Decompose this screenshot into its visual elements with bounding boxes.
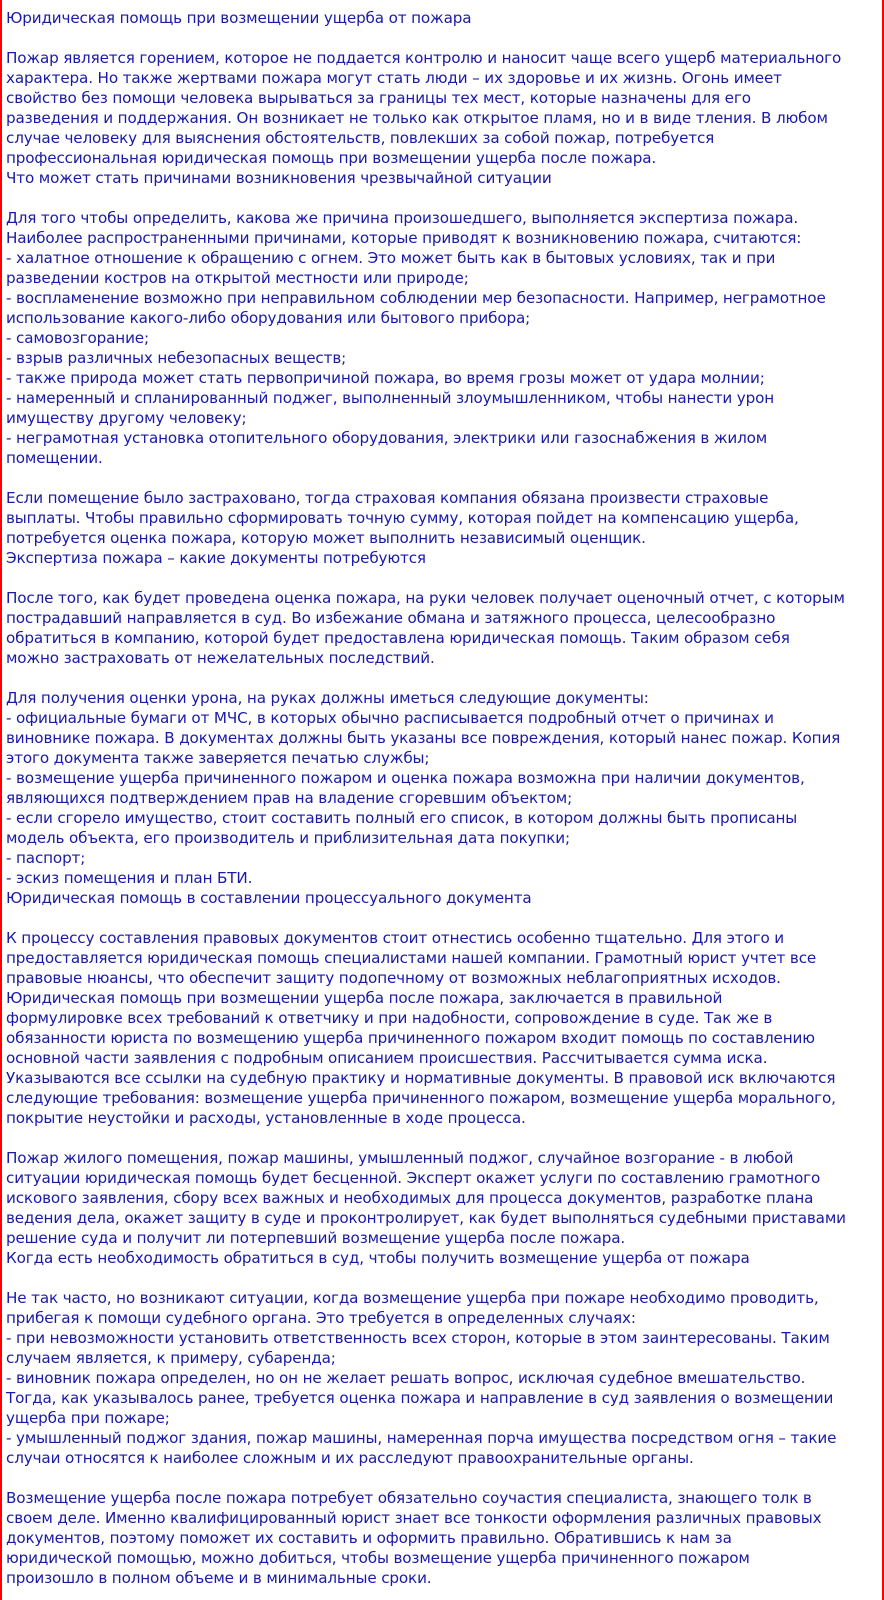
text-line: обязанности юриста по возмещению ущерба причиненного пожаром входит помощь по составлению — [6, 1029, 815, 1047]
text-paragraph — [6, 928, 878, 1128]
text-line: После того, как будет проведена оценка пожара, на руки человек получает оценочный отчет, с которым — [6, 589, 845, 607]
text-line: - официальные бумаги от МЧС, в которых обычно расписывается подробный отчет о причинах и — [6, 709, 774, 727]
text-line: этого документа также заверяется печатью службы; — [6, 749, 430, 767]
text-line: - возмещение ущерба причиненного пожаром и оценка пожара возможна при наличии документов, — [6, 769, 805, 787]
document-body — [2, 0, 882, 1588]
text-paragraph — [6, 48, 878, 188]
text-line: профессиональная юридическая помощь при возмещении ущерба после пожара. — [6, 149, 657, 167]
text-line: - эскиз помещения и план БТИ. — [6, 869, 253, 887]
text-line: обратиться в компанию, которой будет предоставлена юридическая помощь. Таким образом себя — [6, 629, 790, 647]
text-line: своем деле. Именно квалифицированный юрист знает все тонкости оформления различных правовых — [6, 1509, 822, 1527]
text-line: виновнике пожара. В документах должны быть указаны все повреждения, который нанес пожар. Копия — [6, 729, 841, 747]
text-paragraph — [6, 1288, 878, 1468]
text-line: - халатное отношение к обращению с огнем. Это может быть как в бытовых условиях, так и при — [6, 249, 776, 267]
document-title: Юридическая помощь при возмещении ущерба от пожара — [6, 9, 472, 27]
text-line: имуществу другому человеку; — [6, 409, 247, 427]
paragraph-gap — [6, 468, 878, 488]
text-line: покрытие неустойки и расходы, установленные в ходе процесса. — [6, 1109, 526, 1127]
paragraph-gap — [6, 1468, 878, 1488]
text-line: Юридическая помощь при возмещении ущерба после пожара, заключается в правильной — [6, 989, 723, 1007]
paragraph-gap — [6, 28, 878, 48]
text-paragraph — [6, 1148, 878, 1268]
text-paragraph — [6, 588, 878, 668]
text-line: - умышленный поджог здания, пожар машины, намеренная порча имущества посредством огня – такие — [6, 1429, 837, 1447]
text-line: потребуется оценка пожара, которую может выполнить независимый оценщик. — [6, 529, 646, 547]
text-line: Указываются все ссылки на судебную практику и нормативные документы. В правовой иск включаются — [6, 1069, 836, 1087]
text-line: - намеренный и спланированный поджег, выполненный злоумышленником, чтобы нанести урон — [6, 389, 775, 407]
text-line: прибегая к помощи судебного органа. Это требуется в определенных случаях: — [6, 1309, 636, 1327]
text-line: свойство без помощи человека вырываться за границы тех мест, которые назначены для его — [6, 89, 751, 107]
text-line: Пожар является горением, которое не поддается контролю и наносит чаще всего ущерб материального — [6, 49, 842, 67]
text-line: Что может стать причинами возникновения чрезвычайной ситуации — [6, 169, 552, 187]
text-line: решение суда и получит ли потерпевший возмещение ущерба после пожара. — [6, 1229, 626, 1247]
text-line: пострадавший направляется в суд. Во избежание обмана и затяжного процесса, целесообразно — [6, 609, 776, 627]
text-line: искового заявления, сбору всех важных и необходимых для процесса документов, разработке плана — [6, 1189, 814, 1207]
text-line: - неграмотная установка отопительного оборудования, электрики или газоснабжения в жилом — [6, 429, 768, 447]
paragraph-gap — [6, 908, 878, 928]
text-line: случае человеку для выяснения обстоятельств, повлекших за собой пожар, потребуется — [6, 129, 715, 147]
text-paragraph — [6, 208, 878, 468]
paragraph-gap — [6, 668, 878, 688]
text-line: - взрыв различных небезопасных веществ; — [6, 349, 347, 367]
text-line: Для того чтобы определить, какова же причина произошедшего, выполняется экспертиза пожара. — [6, 209, 799, 227]
text-line: разведении костров на открытой местности или природе; — [6, 269, 469, 287]
text-line: использование какого-либо оборудования или бытового прибора; — [6, 309, 531, 327]
text-line: - при невозможности установить ответственность всех сторон, которые в этом заинтересованы. Таким — [6, 1329, 830, 1347]
text-line: модель объекта, его производитель и приблизительная дата покупки; — [6, 829, 570, 847]
text-line: Когда есть необходимость обратиться в суд, чтобы получить возмещение ущерба от пожара — [6, 1249, 750, 1267]
paragraph-gap — [6, 1268, 878, 1288]
text-line: можно застраховать от нежелательных последствий. — [6, 649, 435, 667]
text-line: выплаты. Чтобы правильно сформировать точную сумму, которая пойдет на компенсацию ущерба, — [6, 509, 799, 527]
text-line: разведения и поддержания. Он возникает не только как открытое пламя, но и в виде тления. В любом — [6, 109, 828, 127]
text-line: характера. Но также жертвами пожара могут стать люди – их здоровье и их жизнь. Огонь имеет — [6, 69, 782, 87]
text-line: помещении. — [6, 449, 103, 467]
paragraph-gap — [6, 188, 878, 208]
text-line: произошло в полном объеме и в минимальные сроки. — [6, 1569, 432, 1587]
text-line: документов, поэтому поможет их составить и оформить правильно. Обратившись к нам за — [6, 1529, 732, 1547]
text-line: ведения дела, окажет защиту в суде и проконтролирует, как будет выполняться судебными приставами — [6, 1209, 846, 1227]
text-line: основной части заявления с подробным описанием происшествия. Рассчитывается сумма иска. — [6, 1049, 768, 1067]
text-line: - воспламенение возможно при неправильном соблюдении мер безопасности. Например, неграмотное — [6, 289, 826, 307]
text-line: ущерба при пожаре; — [6, 1409, 170, 1427]
text-line: Возмещение ущерба после пожара потребует обязательно соучастия специалиста, знающего толк в — [6, 1489, 812, 1507]
text-line: - если сгорело имущество, стоит составить полный его список, в котором должны быть прописаны — [6, 809, 798, 827]
text-line: Пожар жилого помещения, пожар машины, умышленный поджог, случайное возгорание - в любой — [6, 1149, 794, 1167]
text-line: случаи относятся к наиболее сложным и их расследуют правоохранительные органы. — [6, 1449, 694, 1467]
text-line: формулировке всех требований к ответчику и при надобности, сопровождение в суде. Так же в — [6, 1009, 773, 1027]
text-line: Наиболее распространенными причинами, которые приводят к возникновению пожара, считаются: — [6, 229, 802, 247]
text-line: Тогда, как указывалось ранее, требуется оценка пожара и направление в суд заявления о возмещении — [6, 1389, 834, 1407]
text-line: предоставляется юридическая помощь специалистами нашей компании. Грамотный юрист учтет все — [6, 949, 817, 967]
text-line: Юридическая помощь в составлении процессуального документа — [6, 889, 532, 907]
paragraph-gap — [6, 1128, 878, 1148]
text-line: - виновник пожара определен, но он не желает решать вопрос, исключая судебное вмешательство. — [6, 1369, 806, 1387]
text-line: являющихся подтверждением прав на владение сгоревшим объектом; — [6, 789, 573, 807]
text-line: юридической помощью, можно добиться, чтобы возмещение ущерба причиненного пожаром — [6, 1549, 750, 1567]
text-line: Экспертиза пожара – какие документы потребуются — [6, 549, 426, 567]
paragraph-gap — [6, 568, 878, 588]
document-title-block — [6, 8, 878, 28]
text-line: К процессу составления правовых документов стоит отнестись особенно тщательно. Для этого и — [6, 929, 784, 947]
text-line: Не так часто, но возникают ситуации, когда возмещение ущерба при пожаре необходимо проводить, — [6, 1289, 819, 1307]
text-line: Если помещение было застраховано, тогда страховая компания обязана произвести страховые — [6, 489, 769, 507]
text-line: Для получения оценки урона, на руках должны иметься следующие документы: — [6, 689, 649, 707]
text-paragraph — [6, 488, 878, 568]
text-line: следующие требования: возмещение ущерба причиненного пожаром, возмещение ущерба морального, — [6, 1089, 836, 1107]
text-line: - паспорт; — [6, 849, 86, 867]
text-line: - самовозгорание; — [6, 329, 149, 347]
text-line: ситуации юридическая помощь будет бесценной. Эксперт окажет услуги по составлению грамотного — [6, 1169, 821, 1187]
text-paragraph — [6, 1488, 878, 1588]
text-paragraph — [6, 688, 878, 908]
text-line: правовые нюансы, что обеспечит защиту подопечному от возможных неблагоприятных исходов. — [6, 969, 781, 987]
text-line: случаем является, к примеру, субаренда; — [6, 1349, 336, 1367]
text-line: - также природа может стать первопричиной пожара, во время грозы может от удара молнии; — [6, 369, 765, 387]
